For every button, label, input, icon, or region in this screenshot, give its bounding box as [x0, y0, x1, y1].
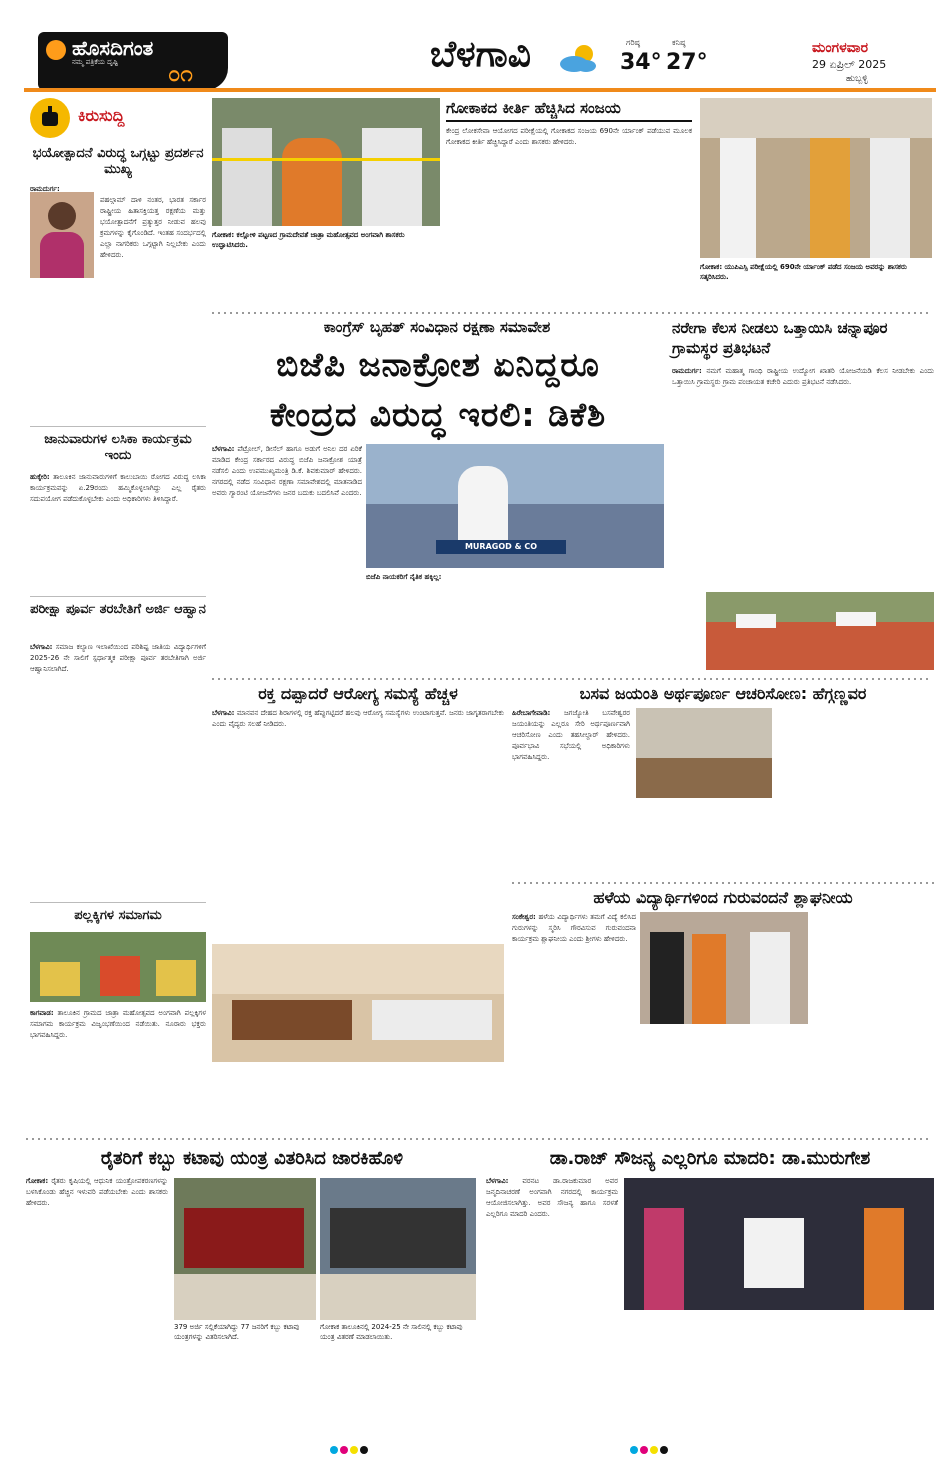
sidebar-item-body [30, 642, 206, 902]
photo-caption: ಗೋಕಾಕ: ಕಲ್ಲೋಳಿ ಪಟ್ಟಣದ ಗ್ರಾಮದೇವತೆ ಜಾತ್ರಾ ಮಹೋತ್ಸವದ ಅಂಗವಾಗಿ ಶಾಸಕರು ಉದ್ಘಾಟಿಸಿದರು. [212, 231, 405, 249]
cyan-dot [630, 1446, 638, 1454]
guru-body-continued [812, 912, 934, 1132]
health-camp-photo [212, 944, 504, 1062]
yellow-dot [350, 1446, 358, 1454]
sugarcane-body [26, 1176, 168, 1436]
right-story-body [672, 366, 934, 592]
guru-body [512, 912, 636, 1132]
sidebar-item-dateline: ಬೆಳಗಾವಿ: [30, 643, 53, 651]
lead-sub-kicker: ಬಿಜೆಪಿ ನಾಯಕರಿಗೆ ನೈತಿಕ ಹಕ್ಕಿಲ್ಲ: [366, 573, 442, 581]
divider [30, 902, 206, 903]
story-body: ಕೇಂದ್ರ ಲೋಕಸೇವಾ ಆಯೋಗದ ಪರೀಕ್ಷೆಯಲ್ಲಿ ಗೋಕಾಕದ ಸಂಜಯ 690ನೇ ರ್ಯಾಂಕ್ ಪಡೆಯುವ ಮೂಲಕ ಗೋಕಾಕದ ಕೀರ್ತಿ ಹೆಚ್ಚಿಸಿದ್ದಾರೆ ಎಂದು ಶಾಸಕರು ಹೇಳಿದರು. [446, 127, 692, 146]
health-headline: ರಕ್ತ ದಪ್ಪಾದರೆ ಆರೋಗ್ಯ ಸಮಸ್ಯೆ ಹೆಚ್ಚಳ [258, 684, 458, 703]
max-temp: 34° [620, 50, 662, 75]
sidebar-item-dateline: ಕಾಗವಾಡ: [30, 1009, 54, 1017]
sugarcane-text: ರೈತರು ಕೃಷಿಯಲ್ಲಿ ಆಧುನಿಕ ಯಂತ್ರೋಪಕರಣಗಳನ್ನು ಬಳಸಿಕೊಂಡು ಹೆಚ್ಚಿನ ಇಳುವರಿ ಪಡೆಯಬೇಕು ಎಂದು ಶಾಸಕರು ಹೇಳಿದರು. [26, 1177, 168, 1207]
masthead [0, 0, 945, 92]
palanquin-photo [30, 932, 206, 1002]
lead-text: ಪೆಟ್ರೋಲ್, ಡೀಸೆಲ್ ಹಾಗೂ ಅಡುಗೆ ಅನಿಲ ದರ ಏರಿಕೆ ಮಾಡಿದ ಕೇಂದ್ರ ಸರ್ಕಾರದ ವಿರುದ್ಧ ಬಿಜೆಪಿ ಜನಾಕ್ರೋಶ ಯಾತ್ರೆ ನಡೆಸಲಿ ಎಂದು ಉಪಮುಖ್ಯಮಂತ್ರಿ ಡಿ.ಕೆ. ಶಿವಕುಮಾರ್ ಹೇಳಿದರು. ನಗರದಲ್ಲಿ ನಡೆದ ಸಂವಿಧಾನ ರಕ್ಷಣಾ ಸಮಾವೇಶದಲ್ಲಿ ಮಾತನಾಡಿದ ಅವರು ಗ್ಯಾರಂಟಿ ಯೋಜನೆಗಳು ಜನರ ಬದುಕು ಬದಲಿಸಿವೆ ಎಂದರು. [212, 445, 362, 497]
logo-tagline: ನಮ್ಮ ಪತ್ರಿಕೆಯ ದೃಷ್ಟಿ [72, 58, 119, 66]
yellow-dot [650, 1446, 658, 1454]
divider [26, 1138, 932, 1140]
stage-banner [436, 540, 566, 554]
dr-raj-event-photo [624, 1178, 934, 1310]
sidebar-title: ಕಿರುಸುದ್ದಿ [78, 106, 125, 125]
newspaper-logo [38, 32, 228, 90]
sidebar-item-text: ಪಹಲ್ಗಾಮ್ ದಾಳಿ ನಂತರ, ಭಾರತ ಸರ್ಕಾರ ರಾಷ್ಟ್ರೀಯ ಹಿತಾಸಕ್ತಿಯತ್ತ ರಕ್ಷಣೆಯ ಮತ್ತು ಭಯೋತ್ಪಾದನೆಗೆ ಪ್ರತ್ಯುತ್ತರ ನೀಡುವ ಹಲವು ಕ್ರಮಗಳನ್ನು ಕೈಗೊಂಡಿದೆ. ಇಂತಹ ಸಂದರ್ಭದಲ್ಲಿ ಎಲ್ಲಾ ನಾಗರಿಕರು ಒಗ್ಗಟ್ಟಾಗಿ ನಿಲ್ಲಬೇಕು ಎಂದು ಹೇಳಿದರು. [100, 196, 206, 259]
guru-vandane-photo [640, 912, 808, 1024]
guru-dateline: ಸಂಕೇಶ್ವರ: [512, 913, 536, 921]
min-temp-label: ಕನಿಷ್ಠ [672, 38, 686, 47]
lead-photo [366, 444, 664, 568]
basava-headline: ಬಸವ ಜಯಂತಿ ಅರ್ಥಪೂರ್ಣ ಆಚರಿಸೋಣ: ಹೆಗ್ಗಣ್ಣವರ [579, 684, 867, 703]
sugarcane-dateline: ಗೋಕಾಕ: [26, 1177, 49, 1185]
sugarcane-headline: ರೈತರಿಗೆ ಕಬ್ಬು ಕಟಾವು ಯಂತ್ರ ವಿತರಿಸಿದ ಜಾರಕಿಹೊಳಿ [100, 1148, 404, 1169]
masthead-divider [24, 88, 936, 92]
story-headline: ಗೋಕಾಕದ ಕೀರ್ತಿ ಹೆಚ್ಚಿಸಿದ ಸಂಜಯ [446, 99, 621, 117]
sidebar-item-text: ತಾಲೂಕಿನ ಜಾನುವಾರುಗಳಿಗೆ ಕಾಲುಬಾಯಿ ರೋಗದ ವಿರುದ್ಧ ಲಸಿಕಾ ಕಾರ್ಯಕ್ರಮವನ್ನು ಏ.29ರಂದು ಹಮ್ಮಿಕೊಳ್ಳಲಾಗಿದ್ದು ಎಲ್ಲ ರೈತರು ಸದುಪಯೋಗ ಪಡೆದುಕೊಳ್ಳಬೇಕು ಎಂದು ಅಧಿಕಾರಿಗಳು ತಿಳಿಸಿದ್ದಾರೆ. [30, 473, 206, 503]
divider [212, 678, 932, 680]
dr-raj-dateline: ಬೆಳಗಾವಿ: [486, 1177, 509, 1185]
sidebar-item-headline: ಭಯೋತ್ಪಾದನೆ ವಿರುದ್ಧ ಒಗ್ಗಟ್ಟು ಪ್ರದರ್ಶನ ಮುಖ್ಯ [32, 146, 204, 178]
basava-dateline: ಹಿರೇಬಾಗೇವಾಡಿ: [512, 709, 551, 717]
ribbon-cutting-photo [212, 98, 440, 226]
felicitation-photo [700, 98, 932, 258]
sidebar-item-dateline: ಹುಕ್ಕೇರಿ: [30, 473, 50, 481]
photo-caption: ಗೋಕಾಕ: ಯುಪಿಎಸ್ಸಿ ಪರೀಕ್ಷೆಯಲ್ಲಿ 690ನೇ ರ್ಯಾಂಕ್ ಪಡೆದ ಸಂಜಯ ಅವರನ್ನು ಶಾಸಕರು ಸತ್ಕರಿಸಿದರು. [700, 263, 907, 281]
magenta-dot [640, 1446, 648, 1454]
stage-banner-text: MURAGOD & CO [464, 542, 538, 551]
lead-headline-line-1: ಬಿಜೆಪಿ ಜನಾಕ್ರೋಶ ಏನಿದ್ದರೂ [276, 345, 600, 384]
sidebar-item-headline: ಜಾನುವಾರುಗಳ ಲಸಿಕಾ ಕಾರ್ಯಕ್ರಮ ಇಂದು [44, 432, 192, 464]
min-temp: 27° [666, 50, 708, 75]
sidebar-item-headline: ಪಲ್ಲಕ್ಕಿಗಳ ಸಮಾಗಮ [74, 908, 162, 923]
edition-city: ಬೆಳಗಾವಿ [430, 34, 531, 75]
divider [212, 312, 932, 314]
magenta-dot [340, 1446, 348, 1454]
logo-mark-icon [46, 40, 66, 60]
right-story-headline: ನರೇಗಾ ಕೆಲಸ ನೀಡಲು ಒತ್ತಾಯಿಸಿ ಚನ್ನಾಪೂರ ಗ್ರಾಮಸ್ಥರ ಪ್ರತಿಭಟನೆ [672, 319, 888, 357]
divider [30, 596, 206, 597]
dr-raj-headline: ಡಾ.ರಾಜ್ ಸೌಜನ್ಯ ಎಲ್ಲರಿಗೂ ಮಾದರಿ: ಡಾ.ಮುರುಗೇಶ [549, 1148, 871, 1169]
health-dateline: ಬೆಳಗಾವಿ: [212, 709, 235, 717]
sidebar-item-body [30, 184, 206, 434]
registration-marks [330, 1446, 370, 1454]
photo-caption: ಗೋಕಾಕ ತಾಲೂಕಿನಲ್ಲಿ 2024-25 ನೇ ಸಾಲಿನಲ್ಲಿ ಕಬ್ಬು ಕಟಾವು ಯಂತ್ರ ವಿತರಣೆ ಮಾಡಲಾಯಿತು. [320, 1323, 463, 1341]
divider [30, 426, 206, 427]
black-dot [360, 1446, 368, 1454]
guru-text: ಹಳೆಯ ವಿದ್ಯಾರ್ಥಿಗಳು ತಮಗೆ ವಿದ್ಯೆ ಕಲಿಸಿದ ಗುರುಗಳನ್ನು ಸ್ಮರಿಸಿ ಗೌರವಿಸುವ ಗುರುವಂದನಾ ಕಾರ್ಯಕ್ರಮ ಶ್ಲಾಘನೀಯ ಎಂದು ಶ್ರೀಗಳು ಹೇಳಿದರು. [512, 913, 636, 943]
health-text: ಮಾನವನ ದೇಹದ ಶಿರಾಗಳಲ್ಲಿ ರಕ್ತ ಹೆಪ್ಪುಗಟ್ಟಿದರೆ ಹಲವು ಆರೋಗ್ಯ ಸಮಸ್ಯೆಗಳು ಉಂಟಾಗುತ್ತವೆ. ಜನರು ಜಾಗೃತರಾಗಬೇಕು ಎಂದು ವೈದ್ಯರು ಸಲಹೆ ನೀಡಿದರು. [212, 709, 504, 728]
sidebar-item-headline: ಪರೀಕ್ಷಾ ಪೂರ್ವ ತರಬೇತಿಗೆ ಅರ್ಜಿ ಆಹ್ವಾನ [30, 602, 206, 617]
lead-dateline: ಬೆಳಗಾವಿ: [212, 445, 235, 453]
lead-sub-body [366, 572, 664, 662]
sidebar-item-body [30, 1008, 206, 1128]
sidebar-item-text: ಸಮಾಜ ಕಲ್ಯಾಣ ಇಲಾಖೆಯಿಂದ ಪರಿಶಿಷ್ಟ ಜಾತಿಯ ವಿದ್ಯಾರ್ಥಿಗಳಿಗೆ 2025-26 ನೇ ಸಾಲಿಗೆ ಸ್ಪರ್ಧಾತ್ಮಕ ಪರೀಕ್ಷಾ ಪೂರ್ವ ತರಬೇತಿಗಾಗಿ ಅರ್ಜಿ ಆಹ್ವಾನಿಸಲಾಗಿದೆ. [30, 643, 206, 673]
kirusuddi-sidebar [26, 96, 208, 1136]
sidebar-badge [30, 98, 70, 138]
right-story-text: ನಮಗೆ ಮಹಾತ್ಮ ಗಾಂಧಿ ರಾಷ್ಟ್ರೀಯ ಉದ್ಯೋಗ ಖಾತರಿ ಯೋಜನೆಯಡಿ ಕೆಲಸ ನೀಡಬೇಕು ಎಂದು ಒತ್ತಾಯಿಸಿ ಗ್ರಾಮಸ್ಥರು ಗ್ರಾಮ ಪಂಚಾಯತ ಕಚೇರಿ ಎದುರು ಪ್ರತಿಭಟನೆ ನಡೆಸಿದರು. [672, 367, 934, 386]
black-dot [660, 1446, 668, 1454]
basava-body-continued [776, 708, 934, 878]
harvester-photo-1 [174, 1178, 316, 1320]
issue-day: ಮಂಗಳವಾರ [812, 40, 869, 56]
story-headline-bar [446, 98, 692, 122]
divider [512, 882, 934, 884]
dr-raj-body [486, 1176, 618, 1436]
harvester-photo-2 [320, 1178, 476, 1320]
health-body [212, 708, 504, 938]
lead-headline-line-2: ಕೇಂದ್ರದ ವಿರುದ್ಧ ಇರಲಿ: ಡಿಕೆಶಿ [269, 395, 607, 434]
issue-date: 29 ಏಪ್ರಿಲ್ 2025 [812, 58, 887, 71]
basava-text: ಜಗಜ್ಯೋತಿ ಬಸವೇಶ್ವರರ ಜಯಂತಿಯನ್ನು ಎಲ್ಲರೂ ಸೇರಿ ಅರ್ಥಪೂರ್ಣವಾಗಿ ಆಚರಿಸೋಣ ಎಂದು ತಹಸೀಲ್ದಾರ್ ಹೇಳಿದರು. ಪೂರ್ವಭಾವಿ ಸಭೆಯಲ್ಲಿ ಅಧಿಕಾರಿಗಳು ಭಾಗವಹಿಸಿದ್ದರು. [512, 709, 630, 761]
lead-kicker: ಕಾಂಗ್ರೆಸ್ ಬೃಹತ್ ಸಂವಿಧಾನ ರಕ್ಷಣಾ ಸಮಾವೇಶ [323, 318, 551, 336]
pointing-hand-icon [30, 98, 70, 138]
partly-cloudy-icon [556, 42, 602, 74]
sidebar-item-text: ತಾಲೂಕಿನ ಗ್ರಾಮದ ಜಾತ್ರಾ ಮಹೋತ್ಸವದ ಅಂಗವಾಗಿ ಪಲ್ಲಕ್ಕಿಗಳ ಸಮಾಗಮ ಕಾರ್ಯಕ್ರಮ ವಿಜೃಂಭಣೆಯಿಂದ ನಡೆಯಿತು. ನೂರಾರು ಭಕ್ತರು ಭಾಗವಹಿಸಿದ್ದರು. [30, 1009, 206, 1039]
max-temp-label: ಗರಿಷ್ಠ [626, 38, 640, 47]
sidebar-item-dateline: ರಾಮದುರ್ಗ: [30, 185, 60, 193]
protest-photo [706, 592, 934, 670]
page-number: ೦೧ [168, 62, 193, 87]
issue-place: ಹುಬ್ಬಳ್ಳಿ [846, 74, 868, 84]
guru-headline: ಹಳೆಯ ವಿದ್ಯಾರ್ಥಿಗಳಿಂದ ಗುರುವಂದನೆ ಶ್ಲಾಘನೀಯ [593, 888, 853, 907]
right-story-dateline: ರಾಮದುರ್ಗ: [672, 367, 702, 375]
logo-brand: ಹೊಸದಿಗಂತ [72, 36, 154, 60]
dr-raj-text: ವರನಟ ಡಾ.ರಾಜಕುಮಾರ ಅವರ ಜನ್ಮದಿನಾಚರಣೆ ಅಂಗವಾಗಿ ನಗರದಲ್ಲಿ ಕಾರ್ಯಕ್ರಮ ಆಯೋಜಿಸಲಾಗಿತ್ತು. ಅವರ ಸೌಜನ್ಯ ಹಾಗೂ ಸರಳತೆ ಎಲ್ಲರಿಗೂ ಮಾದರಿ ಎಂದರು. [486, 1177, 618, 1218]
meeting-photo [636, 708, 772, 798]
lead-body [212, 444, 362, 654]
basava-body [512, 708, 630, 878]
cyan-dot [330, 1446, 338, 1454]
registration-marks [630, 1446, 670, 1454]
photo-caption: 379 ಅರ್ಜಿ ಸಲ್ಲಿಕೆಯಾಗಿದ್ದು 77 ಜನರಿಗೆ ಕಬ್ಬು ಕಟಾವು ಯಂತ್ರಗಳನ್ನು ವಿತರಿಸಲಾಗಿದೆ. [174, 1323, 300, 1341]
